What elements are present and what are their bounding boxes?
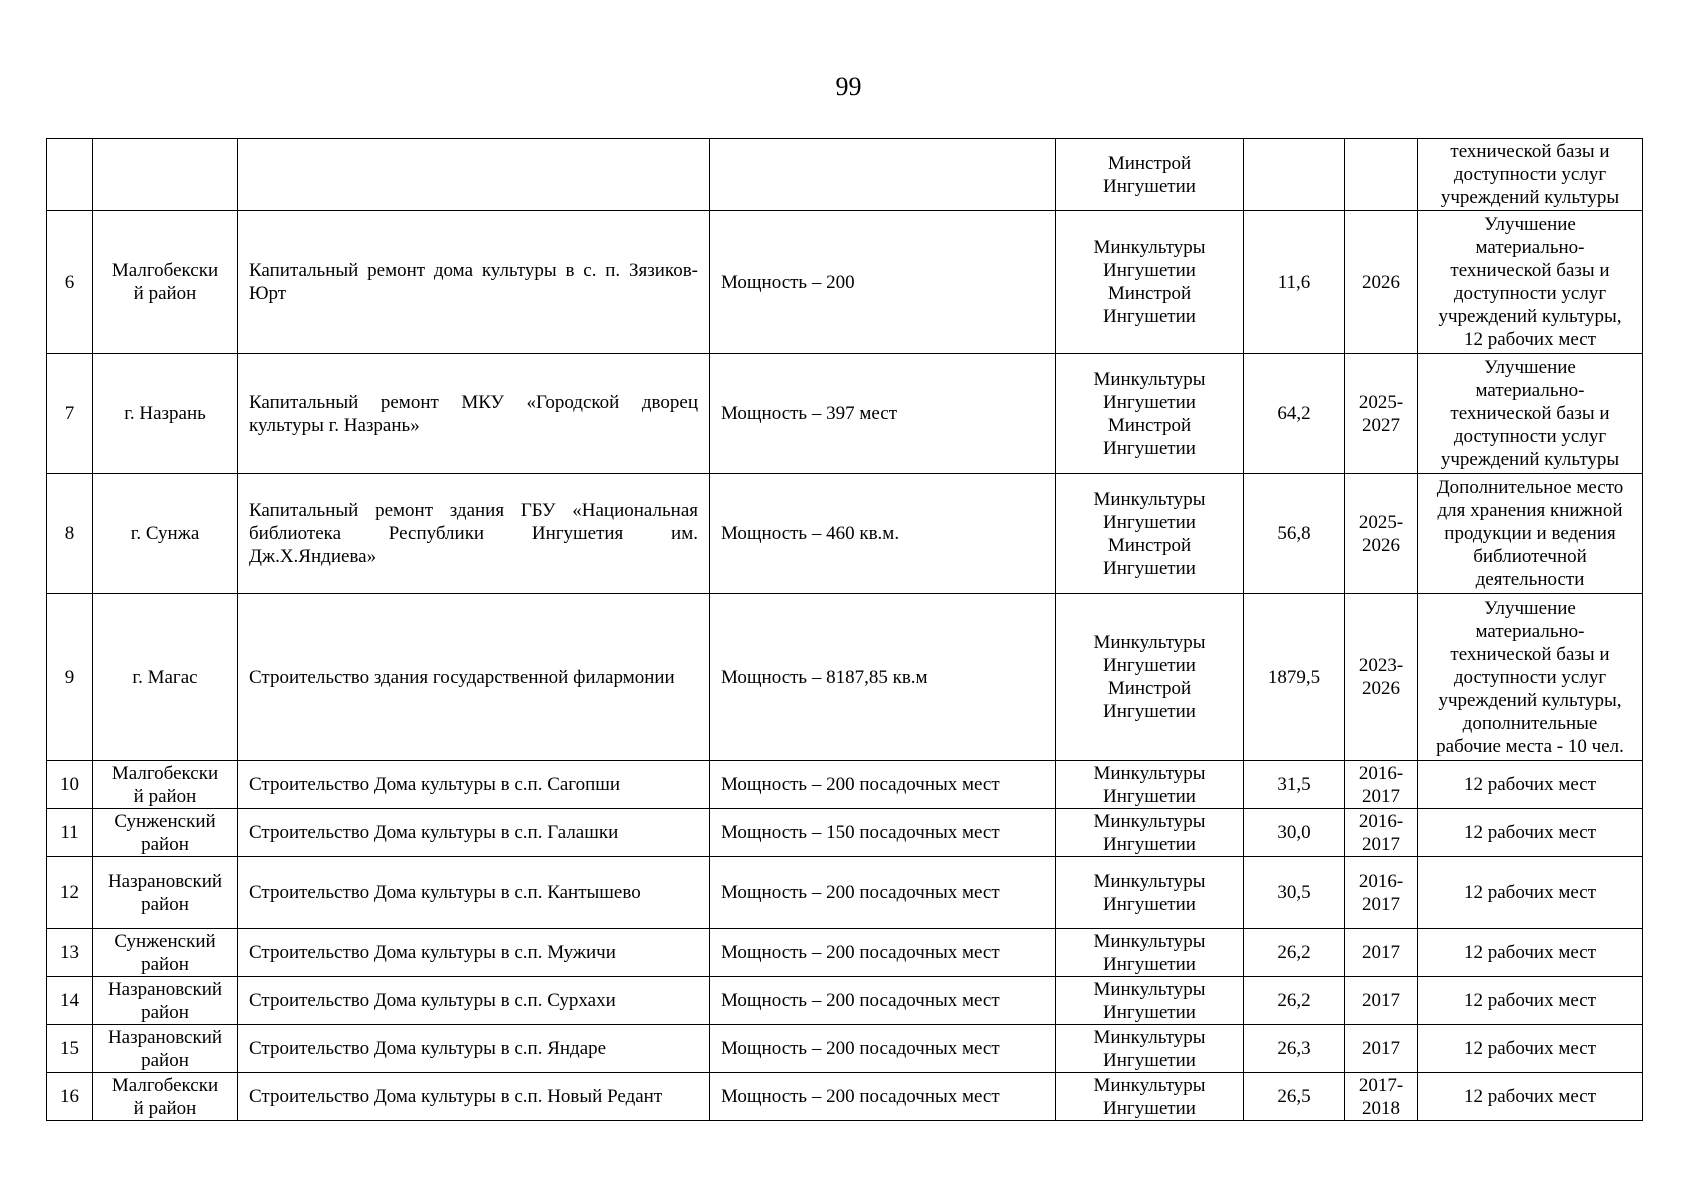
cost-cell: 56,8	[1244, 474, 1345, 594]
row-number-cell: 7	[47, 354, 93, 474]
result-cell: технической базы и доступности услуг учреждений культуры	[1418, 139, 1643, 211]
object-name-cell: Капитальный ремонт МКУ «Городской дворец культуры г. Назрань»	[238, 354, 710, 474]
row-number-cell: 15	[47, 1025, 93, 1073]
table-row	[47, 857, 1643, 929]
executor-cell: Минкультуры Ингушетии Минстрой Ингушетии	[1056, 594, 1244, 761]
period-cell: 2025- 2026	[1345, 474, 1418, 594]
period-cell: 2016- 2017	[1345, 809, 1418, 857]
row-number-cell: 16	[47, 1073, 93, 1121]
table-row	[47, 1073, 1643, 1121]
period-cell	[1345, 139, 1418, 211]
row-number-cell: 12	[47, 857, 93, 929]
period-cell: 2026	[1345, 211, 1418, 354]
capacity-cell: Мощность – 397 мест	[710, 354, 1056, 474]
capacity-cell: Мощность – 460 кв.м.	[710, 474, 1056, 594]
result-cell: 12 рабочих мест	[1418, 1025, 1643, 1073]
table-row	[47, 211, 1643, 354]
row-number-cell: 9	[47, 594, 93, 761]
executor-cell: Минкультуры Ингушетии Минстрой Ингушетии	[1056, 354, 1244, 474]
table-row	[47, 594, 1643, 761]
table-row	[47, 474, 1643, 594]
capacity-cell: Мощность – 150 посадочных мест	[710, 809, 1056, 857]
result-cell: Улучшение материально- технической базы и доступности услуг учреждений культуры, 12 рабочих мест	[1418, 211, 1643, 354]
object-name-cell: Строительство Дома культуры в с.п. Кантышево	[238, 857, 710, 929]
object-name-cell: Строительство здания государственной филармонии	[238, 594, 710, 761]
capacity-cell: Мощность – 200 посадочных мест	[710, 1025, 1056, 1073]
object-name-cell: Строительство Дома культуры в с.п. Мужичи	[238, 929, 710, 977]
executor-cell: Минкультуры Ингушетии Минстрой Ингушетии	[1056, 474, 1244, 594]
period-cell: 2017	[1345, 1025, 1418, 1073]
cost-cell: 1879,5	[1244, 594, 1345, 761]
object-name-cell	[238, 139, 710, 211]
cost-cell	[1244, 139, 1345, 211]
table-row	[47, 761, 1643, 809]
result-cell: 12 рабочих мест	[1418, 761, 1643, 809]
capacity-cell: Мощность – 200 посадочных мест	[710, 761, 1056, 809]
district-cell	[93, 139, 238, 211]
result-cell: 12 рабочих мест	[1418, 929, 1643, 977]
object-name-cell: Капитальный ремонт здания ГБУ «Национальная библиотека Республики Ингушетия им. Дж.Х.Яндиева»	[238, 474, 710, 594]
executor-cell: Минкультуры Ингушетии	[1056, 1025, 1244, 1073]
result-cell: Улучшение материально- технической базы и доступности услуг учреждений культуры	[1418, 354, 1643, 474]
cost-cell: 11,6	[1244, 211, 1345, 354]
result-cell: 12 рабочих мест	[1418, 857, 1643, 929]
capacity-cell: Мощность – 200 посадочных мест	[710, 929, 1056, 977]
row-number-cell: 14	[47, 977, 93, 1025]
result-cell: 12 рабочих мест	[1418, 1073, 1643, 1121]
period-cell: 2017	[1345, 929, 1418, 977]
table-row	[47, 809, 1643, 857]
table-row	[47, 354, 1643, 474]
object-name-cell: Строительство Дома культуры в с.п. Сурхахи	[238, 977, 710, 1025]
cost-cell: 30,0	[1244, 809, 1345, 857]
executor-cell: Минкультуры Ингушетии	[1056, 929, 1244, 977]
result-cell: 12 рабочих мест	[1418, 977, 1643, 1025]
executor-cell: Минкультуры Ингушетии	[1056, 857, 1244, 929]
object-name-cell: Строительство Дома культуры в с.п. Новый Редант	[238, 1073, 710, 1121]
district-cell: Малгобекски й район	[93, 1073, 238, 1121]
capacity-cell: Мощность – 200 посадочных мест	[710, 977, 1056, 1025]
cost-cell: 26,2	[1244, 977, 1345, 1025]
executor-cell: Минкультуры Ингушетии	[1056, 977, 1244, 1025]
capacity-cell: Мощность – 200 посадочных мест	[710, 857, 1056, 929]
result-cell: Дополнительное место для хранения книжной продукции и ведения библиотечной деятельности	[1418, 474, 1643, 594]
period-cell: 2017	[1345, 977, 1418, 1025]
row-number-cell	[47, 139, 93, 211]
result-cell: Улучшение материально- технической базы и доступности услуг учреждений культуры, дополнительные рабочие места - 10 чел.	[1418, 594, 1643, 761]
object-name-cell: Строительство Дома культуры в с.п. Сагопши	[238, 761, 710, 809]
executor-cell: Минкультуры Ингушетии	[1056, 761, 1244, 809]
district-cell: Назрановский район	[93, 857, 238, 929]
table-row	[47, 139, 1643, 211]
page-number: 99	[835, 72, 862, 101]
cost-cell: 64,2	[1244, 354, 1345, 474]
period-cell: 2025- 2027	[1345, 354, 1418, 474]
executor-cell: Минкультуры Ингушетии Минстрой Ингушетии	[1056, 211, 1244, 354]
district-cell: Малгобекски й район	[93, 761, 238, 809]
row-number-cell: 8	[47, 474, 93, 594]
table-row	[47, 929, 1643, 977]
result-cell: 12 рабочих мест	[1418, 809, 1643, 857]
cost-cell: 26,3	[1244, 1025, 1345, 1073]
row-number-cell: 11	[47, 809, 93, 857]
period-cell: 2016- 2017	[1345, 857, 1418, 929]
row-number-cell: 6	[47, 211, 93, 354]
cost-cell: 26,2	[1244, 929, 1345, 977]
district-cell: Сунженский район	[93, 809, 238, 857]
object-name-cell: Строительство Дома культуры в с.п. Яндаре	[238, 1025, 710, 1073]
object-name-cell: Капитальный ремонт дома культуры в с. п. Зязиков-Юрт	[238, 211, 710, 354]
executor-cell: Минкультуры Ингушетии	[1056, 1073, 1244, 1121]
table-row	[47, 977, 1643, 1025]
executor-cell: Минстрой Ингушетии	[1056, 139, 1244, 211]
object-name-cell: Строительство Дома культуры в с.п. Галашки	[238, 809, 710, 857]
cost-cell: 26,5	[1244, 1073, 1345, 1121]
district-cell: г. Магас	[93, 594, 238, 761]
capacity-cell: Мощность – 200	[710, 211, 1056, 354]
district-cell: г. Назрань	[93, 354, 238, 474]
period-cell: 2017- 2018	[1345, 1073, 1418, 1121]
period-cell: 2023- 2026	[1345, 594, 1418, 761]
table-body	[47, 139, 1643, 1121]
period-cell: 2016- 2017	[1345, 761, 1418, 809]
capacity-cell: Мощность – 200 посадочных мест	[710, 1073, 1056, 1121]
capacity-cell: Мощность – 8187,85 кв.м	[710, 594, 1056, 761]
district-cell: Назрановский район	[93, 977, 238, 1025]
projects-table	[46, 138, 1643, 1121]
district-cell: Назрановский район	[93, 1025, 238, 1073]
cost-cell: 30,5	[1244, 857, 1345, 929]
capacity-cell	[710, 139, 1056, 211]
row-number-cell: 10	[47, 761, 93, 809]
cost-cell: 31,5	[1244, 761, 1345, 809]
table-row	[47, 1025, 1643, 1073]
district-cell: г. Сунжа	[93, 474, 238, 594]
district-cell: Малгобекски й район	[93, 211, 238, 354]
executor-cell: Минкультуры Ингушетии	[1056, 809, 1244, 857]
row-number-cell: 13	[47, 929, 93, 977]
district-cell: Сунженский район	[93, 929, 238, 977]
